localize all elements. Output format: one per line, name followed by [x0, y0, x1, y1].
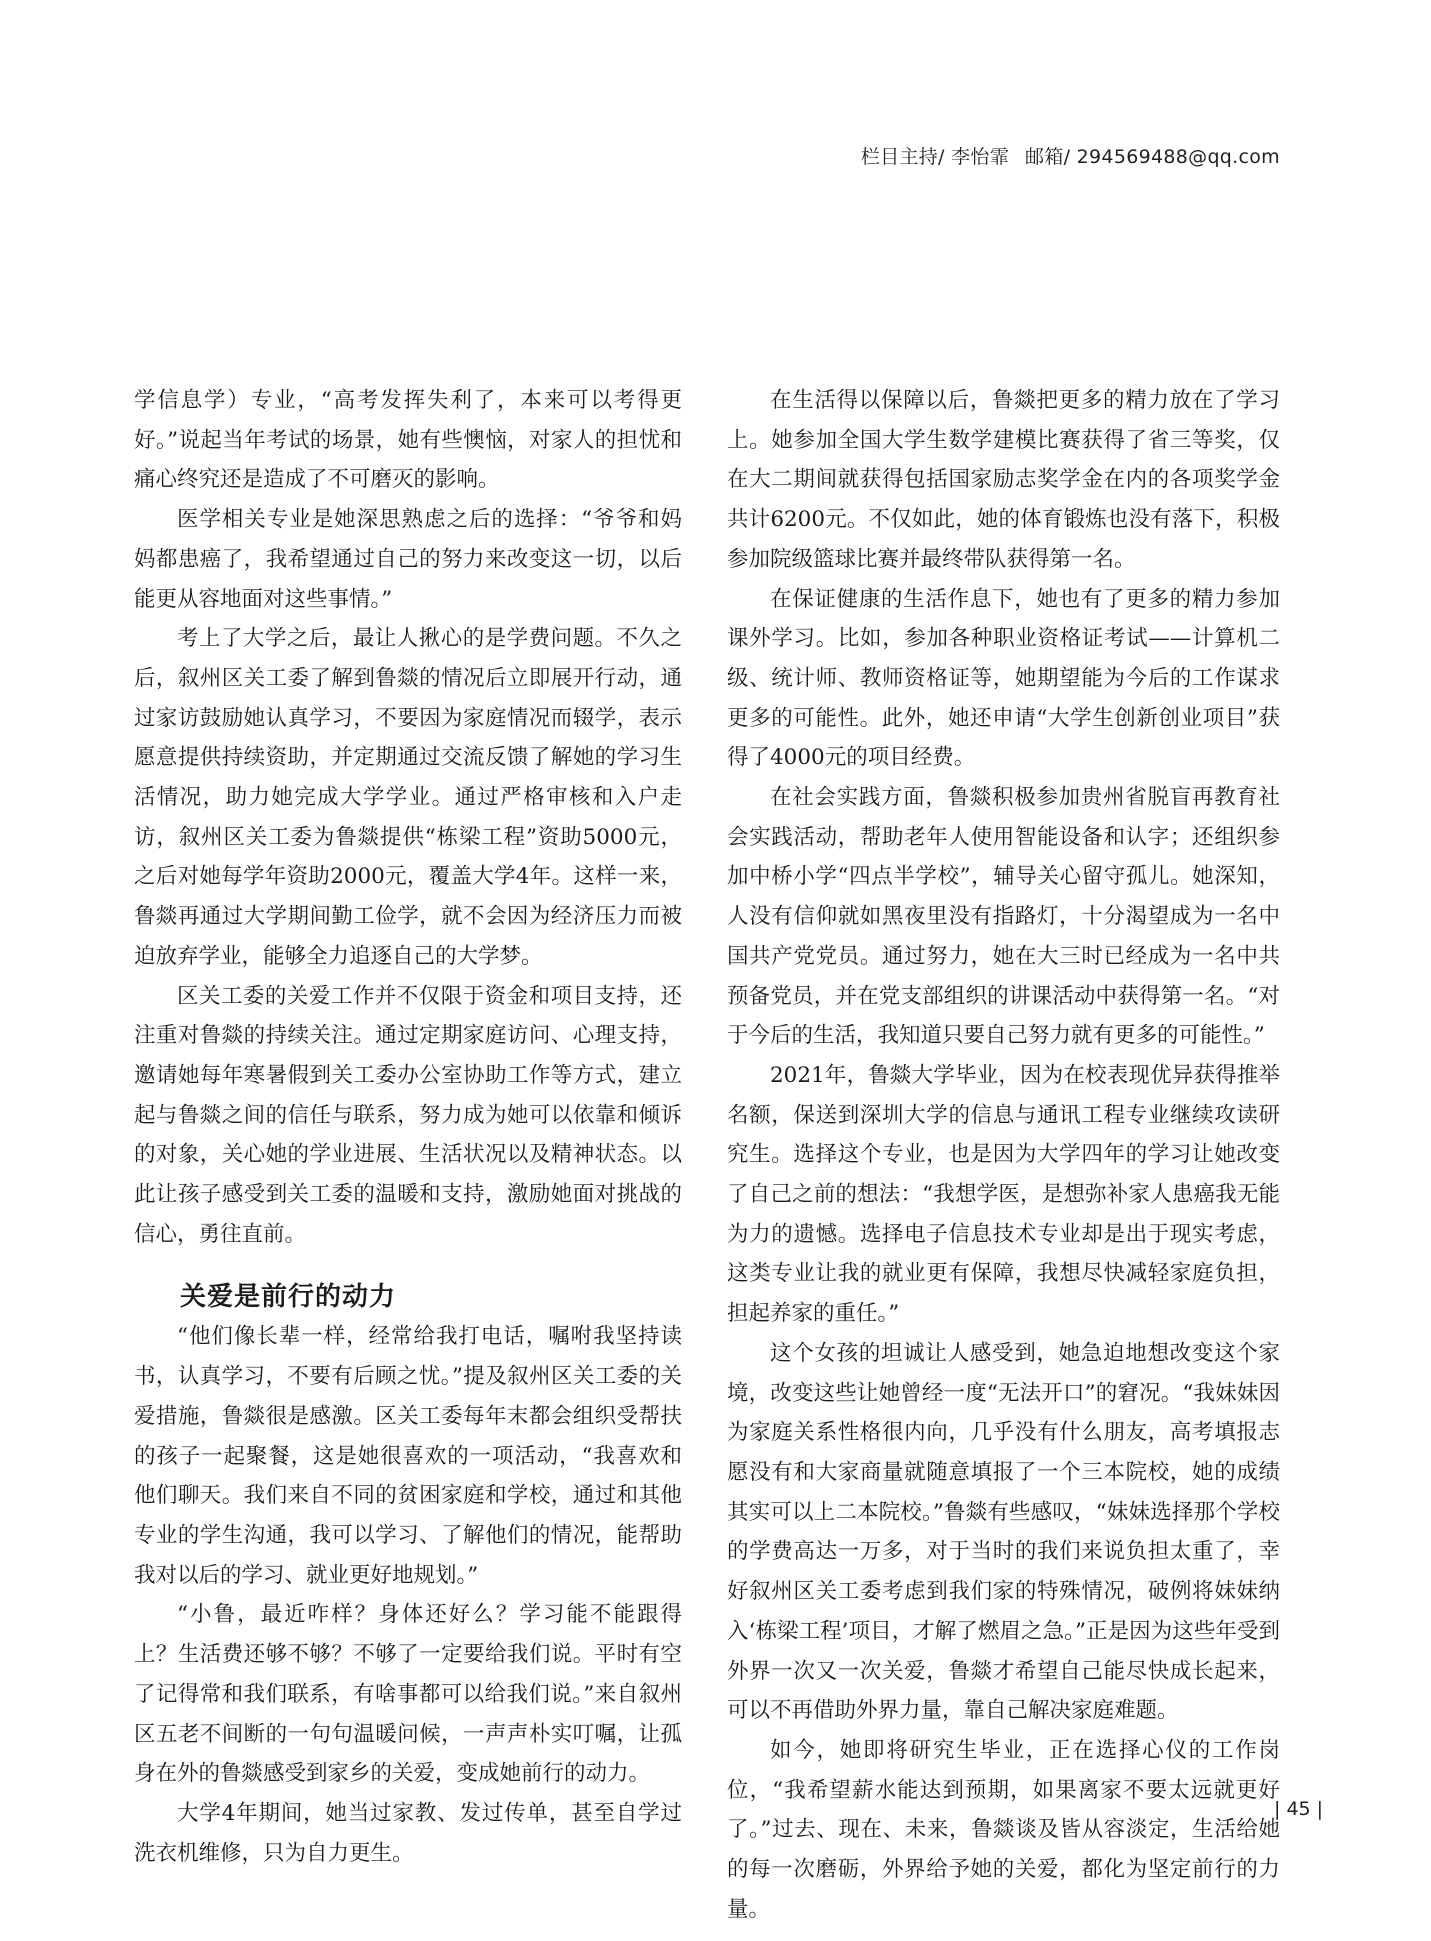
paragraph: 这个女孩的坦诚让人感受到，她急迫地想改变这个家境，改变这些让她曾经一度“无法开口”的窘况。“我妹妹因为家庭关系性格很内向，几乎没有什么朋友，高考填报志愿没有和大家商量就随意填报了一个三本院校，她的成绩其实可以上二本院校。”鲁燚有些感叹，“妹妹选择那个学校的学费高达一万多，对于当时的我们来说负担太重了，幸好叙州区关工委考虑到我们家的特殊情况，破例将妹妹纳入‘栋梁工程’项目，才解了燃眉之急。”正是因为这些年受到外界一次又一次关爱，鲁燚才希望自己能尽快成长起来，可以不再借助外界力量，靠自己解决家庭难题。	[727, 1340, 1280, 1724]
paragraph: 在社会实践方面，鲁燚积极参加贵州省脱盲再教育社会实践活动，帮助老年人使用智能设备和认字；还组织参加中桥小学“四点半学校”，辅导关心留守孤儿。她深知，人没有信仰就如黑夜里没有指路灯，十分渴望成为一名中国共产党党员。通过努力，她在大三时已经成为一名中共预备党员，并在党支部组织的讲课活动中获得第一名。“对于今后的生活，我知道只要自己努力就有更多的可能性。”	[727, 785, 1280, 1049]
paragraph: 在保证健康的生活作息下，她也有了更多的精力参加课外学习。比如，参加各种职业资格证考试——计算机二级、统计师、教师资格证等，她期望能为今后的工作谋求更多的可能性。此外，她还申请“大学生创新创业项目”获得了4000元的项目经费。	[727, 586, 1280, 771]
section-title: 关爱是前行的动力	[180, 1282, 397, 1313]
page-number: | 45 |	[1274, 1798, 1324, 1820]
left-column	[134, 381, 682, 1873]
paragraph: 2021年，鲁燚大学毕业，因为在校表现优异获得推举名额，保送到深圳大学的信息与通讯工程专业继续攻读研究生。选择这个专业，也是因为大学四年的学习让她改变了自己之前的想法：“我想学医，是想弥补家人患癌我无能为力的遗憾。选择电子信息技术专业却是出于现实考虑，这类专业让我的就业更有保障，我想尽快减轻家庭负担，担起养家的重任。”	[727, 1062, 1280, 1327]
paragraph: 医学相关专业是她深思熟虑之后的选择：“爷爷和妈妈都患癌了，我希望通过自己的努力来改变这一切，以后能更从容地面对这些事情。”	[134, 507, 682, 612]
paragraph: “他们像长辈一样，经常给我打电话，嘱咐我坚持读书，认真学习，不要有后顾之忧。”提及叙州区关工委的关爱措施，鲁燚很是感激。区关工委每年末都会组织受帮扶的孩子一起聚餐，这是她很喜欢的一项活动，“我喜欢和他们聊天。我们来自不同的贫困家庭和学校，通过和其他专业的学生沟通，我可以学习、了解他们的情况，能帮助我对以后的学习、就业更好地规划。”	[134, 1324, 682, 1588]
paragraph: 在生活得以保障以后，鲁燚把更多的精力放在了学习上。她参加全国大学生数学建模比赛获得了省三等奖，仅在大二期间就获得包括国家励志奖学金在内的各项奖学金共计6200元。不仅如此，她的体育锻炼也没有落下，积极参加院级篮球比赛并最终带队获得第一名。	[727, 388, 1280, 572]
column-host: 栏目主持/ 李怡霏	[860, 146, 1010, 168]
paragraph: 如今，她即将研究生毕业，正在选择心仪的工作岗位，“我希望薪水能达到预期，如果离家不要太远就更好了。”过去、现在、未来，鲁燚谈及皆从容淡定，生活给她的每一次磨砺，外界给予她的关爱，都化为坚定前行的力量。	[727, 1737, 1280, 1922]
paragraph: 学信息学）专业，“高考发挥失利了，本来可以考得更好。”说起当年考试的场景，她有些懊恼，对家人的担忧和痛心终究还是造成了不可磨灭的影响。	[134, 388, 682, 493]
column-header	[861, 142, 1280, 169]
email: 邮箱/ 294569488@qq.com	[1025, 146, 1280, 168]
paragraph: 大学4年期间，她当过家教、发过传单，甚至自学过洗衣机维修，只为自力更生。	[134, 1800, 682, 1866]
paragraph: 区关工委的关爱工作并不仅限于资金和项目支持，还注重对鲁燚的持续关注。通过定期家庭访问、心理支持，邀请她每年寒暑假到关工委办公室协助工作等方式，建立起与鲁燚之间的信任与联系，努力成为她可以依靠和倾诉的对象，关心她的学业进展、生活状况以及精神状态。以此让孩子感受到关工委的温暖和支持，激励她面对挑战的信心，勇往直前。	[134, 983, 682, 1247]
right-column	[727, 381, 1280, 1929]
paragraph: “小鲁，最近咋样？身体还好么？学习能不能跟得上？生活费还够不够？不够了一定要给我们说。平时有空了记得常和我们联系，有啥事都可以给我们说。”来自叙州区五老不间断的一句句温暖问候，一声声朴实叮嘱，让孤身在外的鲁燚感受到家乡的关爱，变成她前行的动力。	[134, 1602, 682, 1787]
paragraph: 考上了大学之后，最让人揪心的是学费问题。不久之后，叙州区关工委了解到鲁燚的情况后立即展开行动，通过家访鼓励她认真学习，不要因为家庭情况而辍学，表示愿意提供持续资助，并定期通过交流反馈了解她的学习生活情况，助力她完成大学学业。通过严格审核和入户走访，叙州区关工委为鲁燚提供“栋梁工程”资助5000元，之后对她每学年资助2000元，覆盖大学4年。这样一来，鲁燚再通过大学期间勤工俭学，就不会因为经济压力而被迫放弃学业，能够全力追逐自己的大学梦。	[134, 626, 682, 969]
